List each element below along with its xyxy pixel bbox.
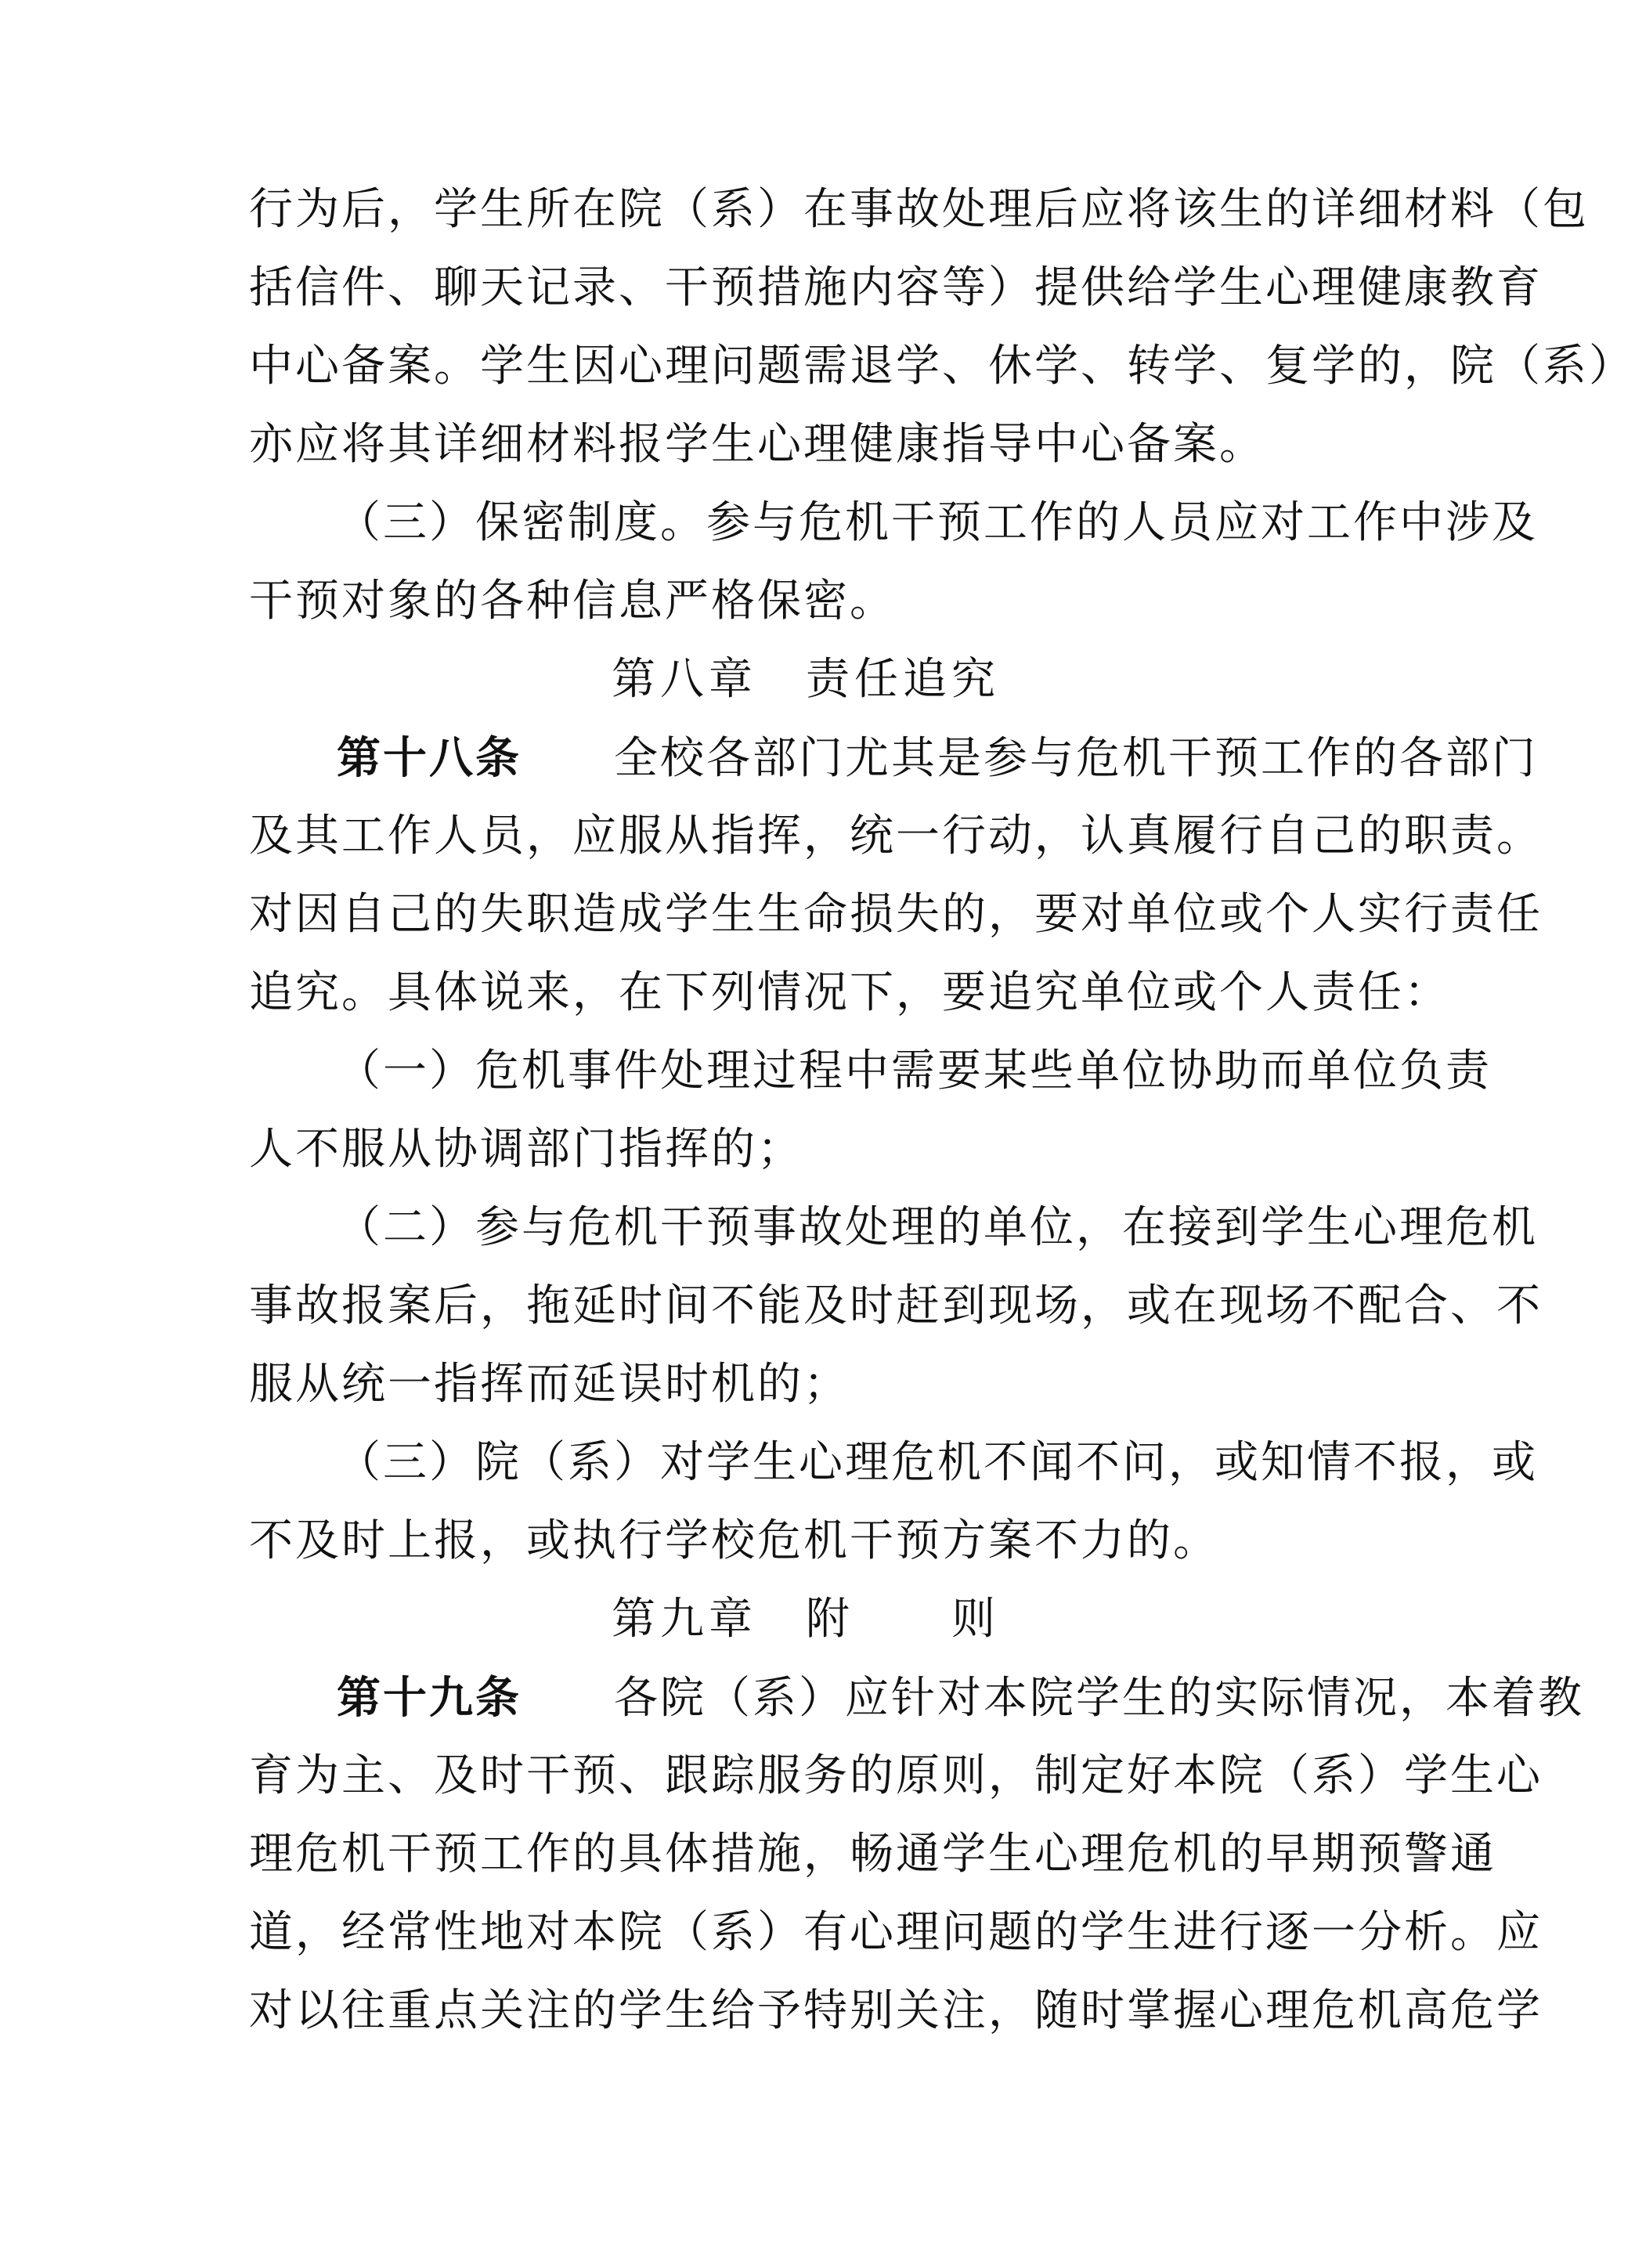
article-19-line xyxy=(249,1659,1584,1737)
paragraph-line: 服从统一指挥而延误时机的； xyxy=(249,1359,850,1410)
paragraph-line: 人不服从协调部门指挥的； xyxy=(249,1124,803,1175)
paragraph-line: 及其工作人员，应服从指挥，统一行动，认真履行自己的职责。 xyxy=(249,811,1543,861)
paragraph-line: 中心备案。学生因心理问题需退学、休学、转学、复学的，院（系） xyxy=(249,341,1635,392)
paragraph-line: 理危机干预工作的具体措施，畅通学生心理危机的早期预警通 xyxy=(249,1829,1496,1880)
article-18-text: 全校各部门尤其是参与危机干预工作的各部门 xyxy=(614,733,1538,784)
article-19-spacer xyxy=(522,1673,614,1724)
article-19-text: 各院（系）应针对本院学生的实际情况，本着教 xyxy=(614,1673,1584,1724)
chapter-9-heading: 第九章 附 则 xyxy=(612,1594,1000,1645)
paragraph-line: （三）院（系）对学生心理危机不闻不问，或知情不报，或 xyxy=(337,1437,1538,1488)
paragraph-line: 对因自己的失职造成学生生命损失的，要对单位或个人实行责任 xyxy=(249,889,1543,940)
chapter-8-heading: 第八章 责任追究 xyxy=(612,654,1000,705)
paragraph-line: 不及时上报，或执行学校危机干预方案不力的。 xyxy=(249,1515,1219,1566)
article-18-spacer xyxy=(522,733,614,784)
paragraph-line: 对以往重点关注的学生给予特别关注，随时掌握心理危机高危学 xyxy=(249,1985,1543,2036)
paragraph-line: 干预对象的各种信息严格保密。 xyxy=(249,576,896,627)
paragraph-line: 道，经常性地对本院（系）有心理问题的学生进行逐一分析。应 xyxy=(249,1907,1543,1958)
paragraph-line: （一）危机事件处理过程中需要某些单位协助而单位负责 xyxy=(337,1046,1492,1096)
paragraph-line: 育为主、及时干预、跟踪服务的原则，制定好本院（系）学生心 xyxy=(249,1750,1543,1801)
paragraph-line: 括信件、聊天记录、干预措施内容等）提供给学生心理健康教育 xyxy=(249,262,1543,313)
article-18-line xyxy=(249,719,1538,797)
paragraph-line: （二）参与危机干预事故处理的单位，在接到学生心理危机 xyxy=(337,1202,1538,1253)
document-body xyxy=(249,171,1635,2050)
paragraph-line: 行为后，学生所在院（系）在事故处理后应将该生的详细材料（包 xyxy=(249,184,1589,235)
paragraph-line: 事故报案后，拖延时间不能及时赶到现场，或在现场不配合、不 xyxy=(249,1280,1543,1331)
paragraph-line: 追究。具体说来，在下列情况下，要追究单位或个人责任： xyxy=(249,967,1450,1018)
article-18-label: 第十八条 xyxy=(337,732,522,784)
article-19-label: 第十九条 xyxy=(337,1672,522,1724)
paragraph-line: （三）保密制度。参与危机干预工作的人员应对工作中涉及 xyxy=(337,497,1538,548)
paragraph-line: 亦应将其详细材料报学生心理健康指导中心备案。 xyxy=(249,419,1265,470)
